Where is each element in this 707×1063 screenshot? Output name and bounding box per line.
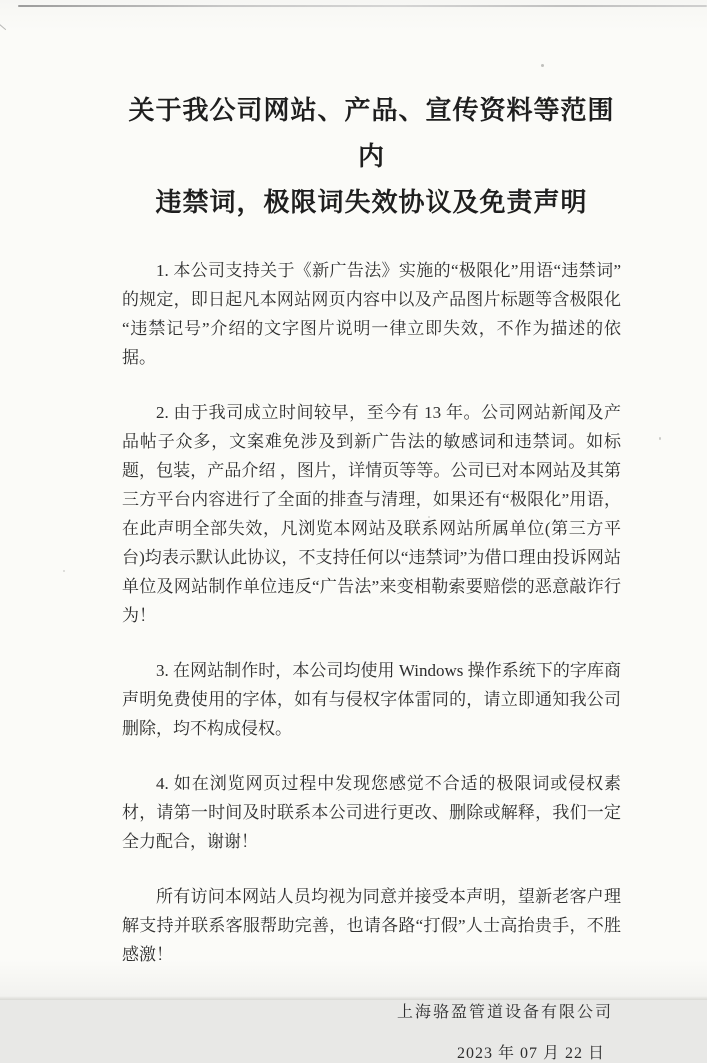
statement-closing-paragraph: 所有访问本网站人员均视为同意并接受本声明，望新老客户理解支持并联系客服帮助完善，也请各路“打假”人士高抬贵手，不胜感激！	[122, 887, 621, 964]
document-title-line2: 违禁词，极限词失效协议及免责声明	[155, 188, 588, 217]
statement-body	[122, 256, 621, 969]
document-title	[122, 88, 621, 226]
statement-paragraph-3: 3. 在网站制作时，本公司均使用 Windows 操作系统下的字库商声明免费使用的字体，如有与侵权字体雷同的，请立即通知我公司删除，均不构成侵权。	[122, 661, 621, 738]
document-date: 2023 年 07 月 22 日	[456, 1045, 605, 1062]
statement-paragraph-1: 1. 本公司支持关于《新广告法》实施的“极限化”用语“违禁词”的规定，即日起凡本网站网页内容中以及产品图片标题等含极限化“违禁记号”介绍的文字图片说明一律立即失效，不作为描述的依据。	[122, 261, 621, 367]
document-title-line1: 关于我公司网站、产品、宣传资料等范围内	[128, 96, 615, 171]
company-signature: 上海骆盈管道设备有限公司	[396, 1004, 613, 1021]
statement-paragraph-2: 2. 由于我司成立时间较早，至今有 13 年。公司网站新闻及产品帖子众多，文案难免涉及到新广告法的敏感词和违禁词。如标题，包装，产品介绍 ，图片，详情页等等。公司已对本网站及其第三方平台内容进行了全面的排查与清理，如果还有“极限化”用语，在此声明全部失效，凡浏览本网站及联系网站所属单位(第三方平台)均表示默认此协议，不支持任何以“违禁词”为借口理由投诉网站单位及网站制作单位违反“广告法”来变相勒索要赔偿的恶意敲诈行为！	[122, 403, 621, 625]
scan-bottom-edge-artifact	[0, 996, 707, 1000]
statement-paragraph-4: 4. 如在浏览网页过程中发现您感觉不合适的极限词或侵权素材，请第一时间及时联系本公司进行更改、删除或解释，我们一定全力配合，谢谢！	[122, 774, 621, 851]
signature-block	[122, 999, 621, 1063]
